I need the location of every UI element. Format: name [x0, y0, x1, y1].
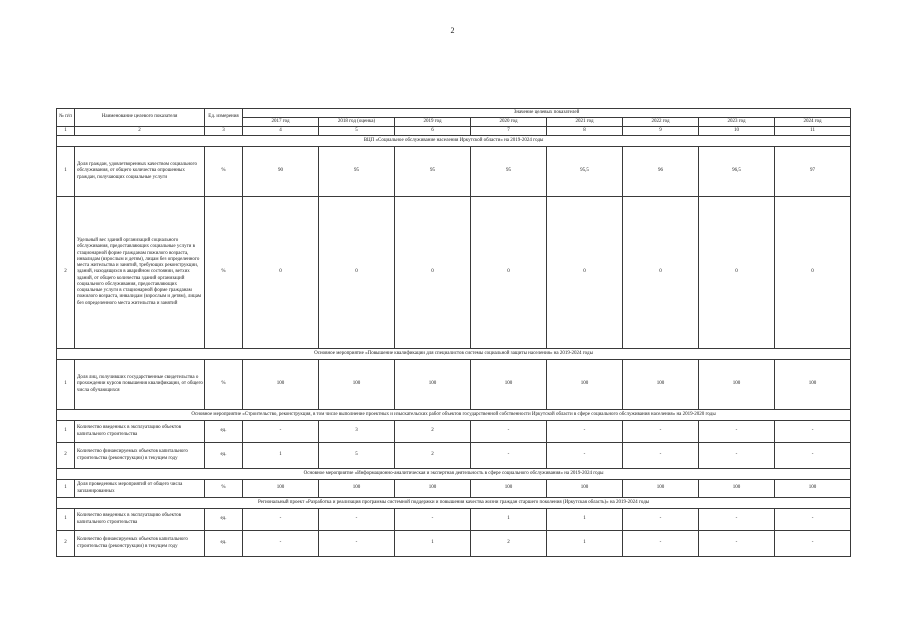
value-cell: - [243, 421, 319, 443]
section-title: Региональный проект «Разработка и реализация программы системной поддержки и повышения качества жизни граждан старшего поколения (Иркутская область)» на 2019-2024 годы [57, 498, 851, 509]
value-cell: 95 [395, 147, 471, 197]
value-cell: 0 [699, 197, 775, 349]
value-cell: 90 [243, 147, 319, 197]
table-row [57, 509, 851, 531]
value-cell: 100 [319, 480, 395, 498]
unit-cell: ед. [205, 421, 243, 443]
row-number: 1 [57, 360, 75, 410]
unit-cell: % [205, 480, 243, 498]
value-cell: 5 [319, 443, 395, 469]
table-row [57, 360, 851, 410]
column-number: 8 [547, 127, 623, 136]
indicator-name: Количество введенных в эксплуатацию объектов капитального строительства [75, 509, 205, 531]
header-year: 2021 год [547, 118, 623, 127]
unit-cell: ед. [205, 531, 243, 557]
value-cell: - [243, 531, 319, 557]
header-values: Значение целевых показателей [243, 109, 851, 118]
column-number: 5 [319, 127, 395, 136]
column-number: 4 [243, 127, 319, 136]
value-cell: 96 [623, 147, 699, 197]
target-indicators-table [56, 108, 851, 557]
table-row [57, 147, 851, 197]
value-cell: 95,5 [547, 147, 623, 197]
header-unit: Ед. измерения [205, 109, 243, 127]
value-cell: 2 [395, 421, 471, 443]
value-cell: 2 [471, 531, 547, 557]
value-cell: 1 [243, 443, 319, 469]
page-number: 2 [450, 26, 455, 35]
value-cell: - [775, 531, 851, 557]
unit-cell: ед. [205, 509, 243, 531]
table-row [57, 197, 851, 349]
value-cell: 100 [471, 360, 547, 410]
value-cell: 100 [471, 480, 547, 498]
value-cell: 0 [775, 197, 851, 349]
indicator-name: Удельный вес зданий организаций социального обслуживания, предоставляющих социальные услуги в стационарной форме гражданам пожилого возраста, инвалидам (взрослым и детям), лицам без определенного места жительства и занятий, требующих реконструкции, зданий, находящихся в аварийном состоянии, ветхих зданий, от общего количества зданий организаций социального обслуживания, предоставляющих социальные услуги в стационарной форме гражданам пожилого возраста, инвалидам (взрослым и детям), лицам без определенного места жительства и занятий [75, 197, 205, 349]
value-cell: 95 [319, 147, 395, 197]
unit-cell: % [205, 360, 243, 410]
column-number: 10 [699, 127, 775, 136]
value-cell: - [243, 509, 319, 531]
column-number: 6 [395, 127, 471, 136]
value-cell: 0 [471, 197, 547, 349]
value-cell: - [471, 421, 547, 443]
value-cell: 100 [775, 360, 851, 410]
section-row [57, 498, 851, 509]
header-year: 2020 год [471, 118, 547, 127]
header-year: 2018 год (оценка) [319, 118, 395, 127]
value-cell: - [547, 421, 623, 443]
section-title: ВЦП «Социальное обслуживание населения Иркутской области» на 2019-2024 годы [57, 136, 851, 147]
value-cell: - [699, 531, 775, 557]
header-year: 2019 год [395, 118, 471, 127]
value-cell: 100 [243, 360, 319, 410]
value-cell: 100 [775, 480, 851, 498]
column-number: 9 [623, 127, 699, 136]
table-row [57, 421, 851, 443]
value-cell: 2 [395, 443, 471, 469]
value-cell: 1 [547, 509, 623, 531]
value-cell: - [699, 509, 775, 531]
value-cell: 1 [395, 531, 471, 557]
value-cell: 100 [623, 480, 699, 498]
value-cell: 100 [395, 360, 471, 410]
value-cell: - [623, 443, 699, 469]
value-cell: 0 [319, 197, 395, 349]
row-number: 1 [57, 147, 75, 197]
value-cell: - [775, 421, 851, 443]
indicator-name: Доля граждан, удовлетворенных качеством социального обслуживания, от общего количества опрошенных граждан, получающих социальные услуги [75, 147, 205, 197]
section-row [57, 349, 851, 360]
value-cell: - [319, 531, 395, 557]
value-cell: 100 [395, 480, 471, 498]
column-number: 7 [471, 127, 547, 136]
value-cell: - [395, 509, 471, 531]
value-cell: 100 [699, 360, 775, 410]
row-number: 2 [57, 197, 75, 349]
indicator-name: Количество финансируемых объектов капитального строительства (реконструкции) в текущем году [75, 443, 205, 469]
header-num: № п/п [57, 109, 75, 127]
column-number: 11 [775, 127, 851, 136]
header-name: Наименование целевого показателя [75, 109, 205, 127]
section-title: Основное мероприятие «Повышение квалификации для специалистов системы социальной защиты населения» на 2019-2024 годы [57, 349, 851, 360]
section-row [57, 136, 851, 147]
value-cell: 100 [699, 480, 775, 498]
table-row [57, 531, 851, 557]
section-row [57, 410, 851, 421]
value-cell: 3 [319, 421, 395, 443]
indicator-name: Доля проведенных мероприятий от общего числа запланированных [75, 480, 205, 498]
row-number: 1 [57, 509, 75, 531]
table-row [57, 480, 851, 498]
value-cell: 0 [547, 197, 623, 349]
value-cell: 97 [775, 147, 851, 197]
value-cell: 100 [623, 360, 699, 410]
value-cell: 100 [319, 360, 395, 410]
unit-cell: % [205, 197, 243, 349]
value-cell: - [319, 509, 395, 531]
value-cell: - [775, 509, 851, 531]
header-year: 2024 год [775, 118, 851, 127]
indicator-name: Количество введенных в эксплуатацию объектов капитального строительства [75, 421, 205, 443]
value-cell: - [471, 443, 547, 469]
section-title: Основное мероприятие «Информационно-аналитическая и экспертная деятельность в сфере социального обслуживания» на 2019-2024 годы [57, 469, 851, 480]
value-cell: 95 [471, 147, 547, 197]
value-cell: - [547, 443, 623, 469]
value-cell: 100 [547, 360, 623, 410]
table-row [57, 443, 851, 469]
value-cell: 100 [547, 480, 623, 498]
header-year: 2022 год [623, 118, 699, 127]
value-cell: - [775, 443, 851, 469]
section-row [57, 469, 851, 480]
header-year: 2023 год [699, 118, 775, 127]
row-number: 2 [57, 531, 75, 557]
value-cell: 96,5 [699, 147, 775, 197]
row-number: 1 [57, 480, 75, 498]
unit-cell: ед. [205, 443, 243, 469]
column-numbers-row [57, 127, 851, 136]
value-cell: 1 [547, 531, 623, 557]
value-cell: 1 [471, 509, 547, 531]
column-number: 3 [205, 127, 243, 136]
indicator-name: Доля лиц, получивших государственные свидетельства о прохождении курсов повышения квалификации, от общего числа обучающихся [75, 360, 205, 410]
indicator-name: Количество финансируемых объектов капитального строительства (реконструкции) в текущем году [75, 531, 205, 557]
value-cell: 0 [623, 197, 699, 349]
column-number: 2 [75, 127, 205, 136]
value-cell: - [699, 443, 775, 469]
unit-cell: % [205, 147, 243, 197]
value-cell: - [699, 421, 775, 443]
value-cell: 0 [395, 197, 471, 349]
column-number: 1 [57, 127, 75, 136]
value-cell: 0 [243, 197, 319, 349]
row-number: 2 [57, 443, 75, 469]
value-cell: - [623, 421, 699, 443]
value-cell: 100 [243, 480, 319, 498]
section-title: Основное мероприятие «Строительство, реконструкция, в том числе выполнение проектных и изыскательских работ объектов государственной собственности Иркутской области в сфере социального обслуживания населения» на 2019-2020 годы [57, 410, 851, 421]
value-cell: - [623, 509, 699, 531]
value-cell: - [623, 531, 699, 557]
row-number: 1 [57, 421, 75, 443]
header-year: 2017 год [243, 118, 319, 127]
